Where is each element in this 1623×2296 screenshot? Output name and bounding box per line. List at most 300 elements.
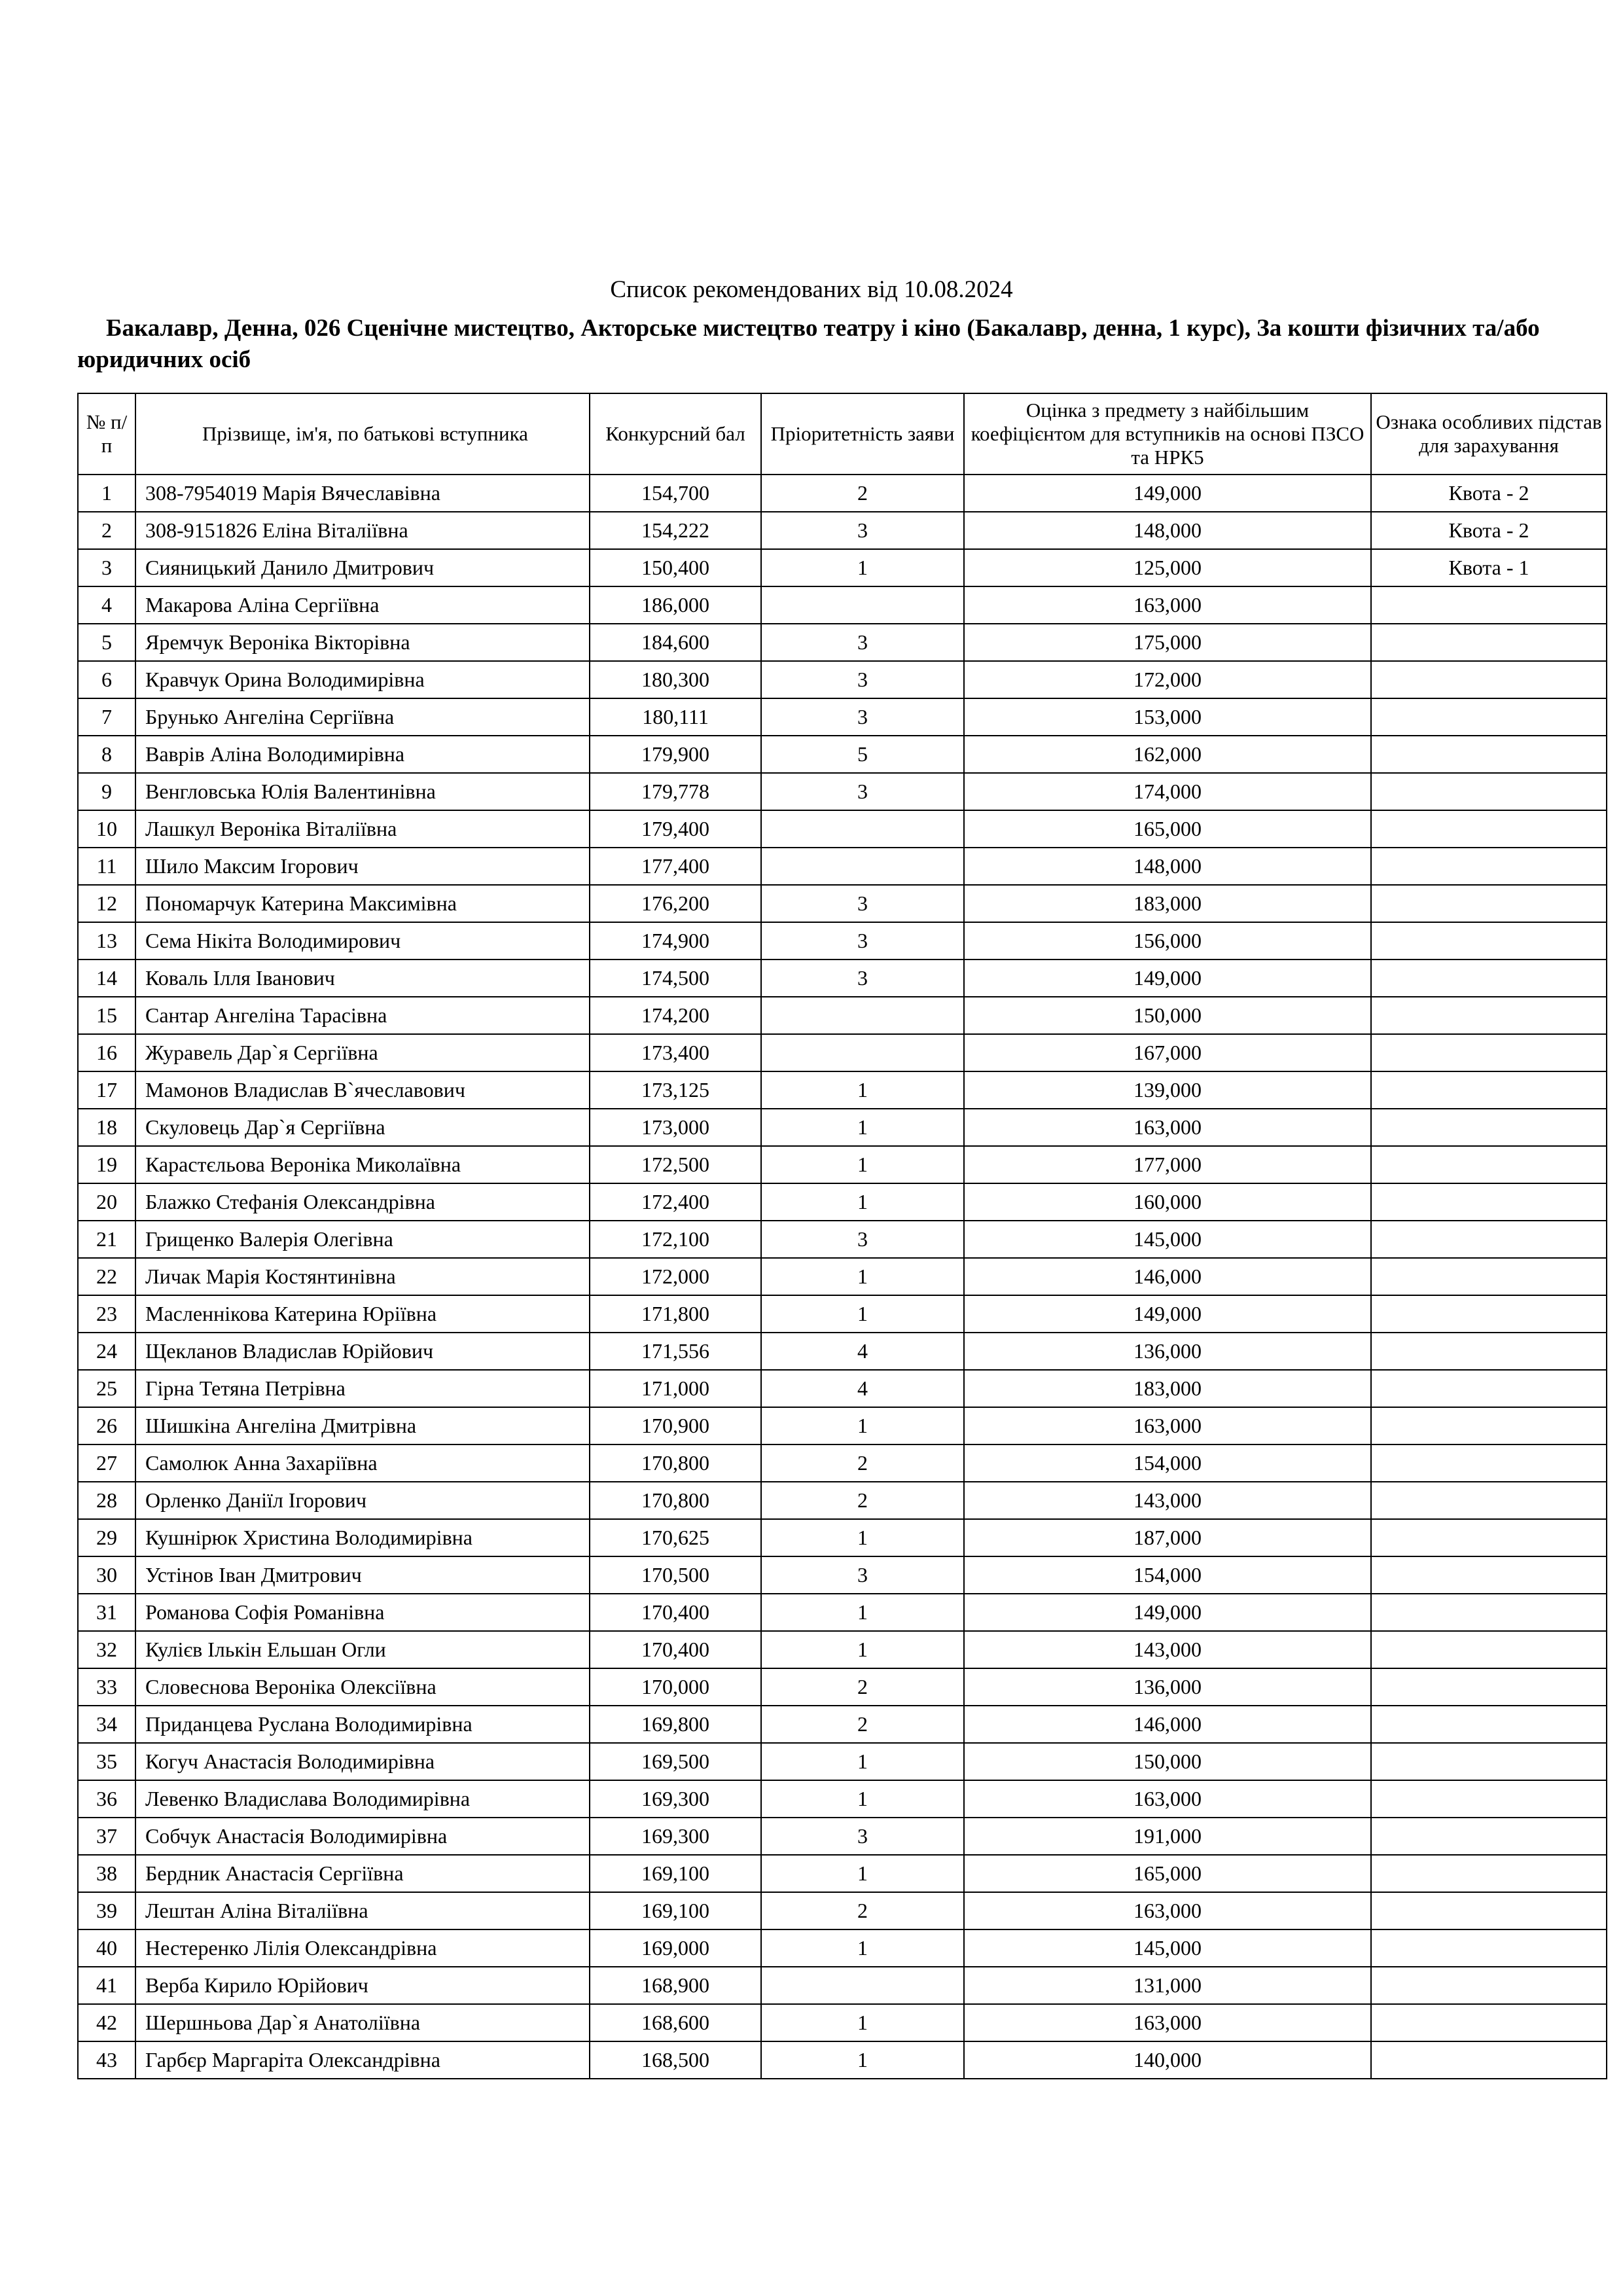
cell-number: 11 — [78, 848, 135, 885]
cell-competition-score: 170,625 — [590, 1519, 761, 1556]
cell-priority: 3 — [761, 1556, 964, 1594]
table-row — [78, 586, 1607, 624]
table-header-row — [78, 393, 1607, 475]
cell-special-grounds — [1371, 661, 1607, 698]
cell-number: 29 — [78, 1519, 135, 1556]
cell-priority — [761, 586, 964, 624]
cell-subject-grade: 149,000 — [964, 475, 1371, 512]
column-header-number: № п/п — [78, 393, 135, 475]
cell-competition-score: 172,500 — [590, 1146, 761, 1183]
cell-number: 23 — [78, 1295, 135, 1333]
cell-applicant-name: Журавель Дар`я Сергіївна — [135, 1034, 590, 1071]
table-row — [78, 885, 1607, 922]
cell-priority — [761, 810, 964, 848]
column-header-special-grounds: Ознака особливих підстав для зарахування — [1371, 393, 1607, 475]
cell-applicant-name: Шершньова Дар`я Анатоліївна — [135, 2004, 590, 2041]
cell-competition-score: 170,500 — [590, 1556, 761, 1594]
cell-applicant-name: Гарбєр Маргаріта Олександрівна — [135, 2041, 590, 2079]
cell-competition-score: 168,500 — [590, 2041, 761, 2079]
cell-subject-grade: 175,000 — [964, 624, 1371, 661]
table-row — [78, 736, 1607, 773]
cell-priority: 1 — [761, 2041, 964, 2079]
cell-applicant-name: Когуч Анастасія Володимирівна — [135, 1743, 590, 1780]
table-row — [78, 1258, 1607, 1295]
cell-subject-grade: 131,000 — [964, 1967, 1371, 2004]
table-row — [78, 512, 1607, 549]
cell-competition-score: 179,778 — [590, 773, 761, 810]
cell-number: 28 — [78, 1482, 135, 1519]
cell-subject-grade: 165,000 — [964, 810, 1371, 848]
cell-priority: 2 — [761, 475, 964, 512]
cell-competition-score: 180,111 — [590, 698, 761, 736]
cell-special-grounds — [1371, 1295, 1607, 1333]
cell-subject-grade: 163,000 — [964, 1892, 1371, 1929]
table-row — [78, 1929, 1607, 1967]
cell-priority: 1 — [761, 1295, 964, 1333]
cell-applicant-name: Щекланов Владислав Юрійович — [135, 1333, 590, 1370]
cell-number: 21 — [78, 1221, 135, 1258]
cell-subject-grade: 143,000 — [964, 1482, 1371, 1519]
table-row — [78, 1706, 1607, 1743]
cell-competition-score: 184,600 — [590, 624, 761, 661]
cell-competition-score: 177,400 — [590, 848, 761, 885]
cell-subject-grade: 162,000 — [964, 736, 1371, 773]
cell-number: 31 — [78, 1594, 135, 1631]
cell-subject-grade: 154,000 — [964, 1444, 1371, 1482]
cell-competition-score: 154,700 — [590, 475, 761, 512]
table-row — [78, 1892, 1607, 1929]
cell-subject-grade: 174,000 — [964, 773, 1371, 810]
cell-priority: 3 — [761, 624, 964, 661]
cell-number: 18 — [78, 1109, 135, 1146]
cell-applicant-name: Сияницький Данило Дмитрович — [135, 549, 590, 586]
table-row — [78, 1519, 1607, 1556]
table-row — [78, 1146, 1607, 1183]
cell-priority — [761, 997, 964, 1034]
cell-applicant-name: Кушнірюк Христина Володимирівна — [135, 1519, 590, 1556]
cell-subject-grade: 149,000 — [964, 960, 1371, 997]
cell-applicant-name: Гірна Тетяна Петрівна — [135, 1370, 590, 1407]
cell-number: 8 — [78, 736, 135, 773]
table-row — [78, 1818, 1607, 1855]
page-subtitle: Бакалавр, Денна, 026 Сценічне мистецтво, Акторське мистецтво театру і кіно (Бакалавр, денна, 1 курс), За кошти фізичних та/або юридичних осіб — [77, 315, 1540, 374]
cell-priority: 1 — [761, 1146, 964, 1183]
cell-subject-grade: 148,000 — [964, 512, 1371, 549]
table-row — [78, 1855, 1607, 1892]
cell-special-grounds — [1371, 2041, 1607, 2079]
cell-priority: 3 — [761, 922, 964, 960]
cell-priority: 2 — [761, 1482, 964, 1519]
cell-special-grounds — [1371, 1482, 1607, 1519]
table-row — [78, 1967, 1607, 2004]
cell-competition-score: 169,300 — [590, 1818, 761, 1855]
cell-competition-score: 172,100 — [590, 1221, 761, 1258]
cell-subject-grade: 183,000 — [964, 1370, 1371, 1407]
cell-applicant-name: Ваврів Аліна Володимирівна — [135, 736, 590, 773]
cell-number: 42 — [78, 2004, 135, 2041]
cell-number: 33 — [78, 1668, 135, 1706]
cell-number: 38 — [78, 1855, 135, 1892]
cell-special-grounds — [1371, 1967, 1607, 2004]
cell-number: 26 — [78, 1407, 135, 1444]
cell-subject-grade: 149,000 — [964, 1295, 1371, 1333]
cell-subject-grade: 160,000 — [964, 1183, 1371, 1221]
cell-subject-grade: 153,000 — [964, 698, 1371, 736]
cell-priority: 3 — [761, 773, 964, 810]
cell-competition-score: 169,500 — [590, 1743, 761, 1780]
column-header-priority: Пріоритетність заяви — [761, 393, 964, 475]
table-row — [78, 1444, 1607, 1482]
cell-subject-grade: 149,000 — [964, 1594, 1371, 1631]
cell-applicant-name: Устінов Іван Дмитрович — [135, 1556, 590, 1594]
cell-applicant-name: Собчук Анастасія Володимирівна — [135, 1818, 590, 1855]
cell-subject-grade: 150,000 — [964, 1743, 1371, 1780]
table-row — [78, 1333, 1607, 1370]
cell-number: 35 — [78, 1743, 135, 1780]
cell-applicant-name: Лештан Аліна Віталіївна — [135, 1892, 590, 1929]
cell-competition-score: 170,800 — [590, 1444, 761, 1482]
table-row — [78, 1780, 1607, 1818]
cell-special-grounds: Квота - 2 — [1371, 475, 1607, 512]
table-row — [78, 1034, 1607, 1071]
table-row — [78, 922, 1607, 960]
column-header-score: Конкурсний бал — [590, 393, 761, 475]
cell-subject-grade: 146,000 — [964, 1706, 1371, 1743]
table-row — [78, 1071, 1607, 1109]
cell-competition-score: 174,200 — [590, 997, 761, 1034]
cell-applicant-name: Яремчук Вероніка Вікторівна — [135, 624, 590, 661]
cell-number: 6 — [78, 661, 135, 698]
cell-priority: 1 — [761, 1631, 964, 1668]
cell-subject-grade: 187,000 — [964, 1519, 1371, 1556]
cell-competition-score: 171,000 — [590, 1370, 761, 1407]
cell-applicant-name: Макарова Аліна Сергіївна — [135, 586, 590, 624]
cell-number: 32 — [78, 1631, 135, 1668]
cell-applicant-name: Романова Софія Романівна — [135, 1594, 590, 1631]
cell-applicant-name: Скуловець Дар`я Сергіївна — [135, 1109, 590, 1146]
cell-applicant-name: Карастєльова Вероніка Миколаївна — [135, 1146, 590, 1183]
cell-applicant-name: Грищенко Валерія Олегівна — [135, 1221, 590, 1258]
cell-priority: 2 — [761, 1668, 964, 1706]
cell-special-grounds — [1371, 1109, 1607, 1146]
cell-special-grounds — [1371, 1444, 1607, 1482]
cell-number: 7 — [78, 698, 135, 736]
table-row — [78, 1743, 1607, 1780]
cell-number: 22 — [78, 1258, 135, 1295]
cell-competition-score: 169,100 — [590, 1855, 761, 1892]
cell-number: 30 — [78, 1556, 135, 1594]
cell-priority: 3 — [761, 960, 964, 997]
cell-applicant-name: Сантар Ангеліна Тарасівна — [135, 997, 590, 1034]
cell-applicant-name: Орленко Даніїл Ігорович — [135, 1482, 590, 1519]
cell-competition-score: 180,300 — [590, 661, 761, 698]
cell-special-grounds — [1371, 1034, 1607, 1071]
cell-applicant-name: Масленнікова Катерина Юріївна — [135, 1295, 590, 1333]
cell-subject-grade: 183,000 — [964, 885, 1371, 922]
cell-special-grounds: Квота - 1 — [1371, 549, 1607, 586]
cell-priority — [761, 1034, 964, 1071]
cell-applicant-name: Словеснова Вероніка Олексіївна — [135, 1668, 590, 1706]
cell-subject-grade: 191,000 — [964, 1818, 1371, 1855]
cell-priority: 4 — [761, 1370, 964, 1407]
cell-applicant-name: Кулієв Ількін Ельшан Огли — [135, 1631, 590, 1668]
cell-number: 1 — [78, 475, 135, 512]
cell-competition-score: 174,500 — [590, 960, 761, 997]
cell-number: 41 — [78, 1967, 135, 2004]
cell-special-grounds — [1371, 1071, 1607, 1109]
cell-priority — [761, 1967, 964, 2004]
cell-competition-score: 168,900 — [590, 1967, 761, 2004]
cell-subject-grade: 167,000 — [964, 1034, 1371, 1071]
cell-number: 4 — [78, 586, 135, 624]
cell-number: 3 — [78, 549, 135, 586]
cell-applicant-name: Верба Кирило Юрійович — [135, 1967, 590, 2004]
cell-applicant-name: Мамонов Владислав В`ячеславович — [135, 1071, 590, 1109]
cell-applicant-name: Блажко Стефанія Олександрівна — [135, 1183, 590, 1221]
recommended-list-table — [77, 393, 1607, 2079]
cell-competition-score: 170,900 — [590, 1407, 761, 1444]
cell-priority: 3 — [761, 1221, 964, 1258]
cell-special-grounds — [1371, 1146, 1607, 1183]
cell-priority: 3 — [761, 661, 964, 698]
cell-subject-grade: 163,000 — [964, 1407, 1371, 1444]
table-row — [78, 1407, 1607, 1444]
cell-subject-grade: 177,000 — [964, 1146, 1371, 1183]
cell-special-grounds — [1371, 736, 1607, 773]
page-title: Список рекомендованих від 10.08.2024 — [610, 276, 1013, 303]
cell-number: 34 — [78, 1706, 135, 1743]
cell-number: 2 — [78, 512, 135, 549]
table-row — [78, 1668, 1607, 1706]
cell-applicant-name: Брунько Ангеліна Сергіївна — [135, 698, 590, 736]
table-row — [78, 549, 1607, 586]
cell-priority: 3 — [761, 512, 964, 549]
cell-applicant-name: Венгловська Юлія Валентинівна — [135, 773, 590, 810]
cell-special-grounds — [1371, 1370, 1607, 1407]
table-body — [78, 475, 1607, 2079]
cell-number: 27 — [78, 1444, 135, 1482]
cell-priority: 3 — [761, 885, 964, 922]
cell-subject-grade: 148,000 — [964, 848, 1371, 885]
cell-competition-score: 174,900 — [590, 922, 761, 960]
cell-priority: 4 — [761, 1333, 964, 1370]
cell-competition-score: 171,556 — [590, 1333, 761, 1370]
cell-priority: 1 — [761, 1407, 964, 1444]
cell-priority: 1 — [761, 549, 964, 586]
cell-number: 15 — [78, 997, 135, 1034]
cell-number: 36 — [78, 1780, 135, 1818]
cell-special-grounds — [1371, 1519, 1607, 1556]
cell-subject-grade: 136,000 — [964, 1333, 1371, 1370]
cell-applicant-name: Пономарчук Катерина Максимівна — [135, 885, 590, 922]
cell-competition-score: 170,400 — [590, 1594, 761, 1631]
cell-special-grounds — [1371, 1818, 1607, 1855]
cell-priority: 1 — [761, 1258, 964, 1295]
cell-competition-score: 179,400 — [590, 810, 761, 848]
cell-subject-grade: 163,000 — [964, 1109, 1371, 1146]
cell-priority — [761, 848, 964, 885]
cell-priority: 1 — [761, 1780, 964, 1818]
cell-competition-score: 169,100 — [590, 1892, 761, 1929]
cell-subject-grade: 145,000 — [964, 1929, 1371, 1967]
cell-priority: 1 — [761, 1594, 964, 1631]
cell-number: 19 — [78, 1146, 135, 1183]
cell-competition-score: 170,000 — [590, 1668, 761, 1706]
cell-special-grounds — [1371, 1855, 1607, 1892]
cell-subject-grade: 163,000 — [964, 1780, 1371, 1818]
cell-special-grounds — [1371, 960, 1607, 997]
cell-number: 20 — [78, 1183, 135, 1221]
cell-competition-score: 168,600 — [590, 2004, 761, 2041]
cell-special-grounds — [1371, 810, 1607, 848]
cell-subject-grade: 146,000 — [964, 1258, 1371, 1295]
cell-competition-score: 173,125 — [590, 1071, 761, 1109]
cell-special-grounds — [1371, 885, 1607, 922]
cell-competition-score: 176,200 — [590, 885, 761, 922]
cell-special-grounds — [1371, 624, 1607, 661]
table-row — [78, 848, 1607, 885]
cell-priority: 2 — [761, 1892, 964, 1929]
cell-priority: 2 — [761, 1444, 964, 1482]
cell-subject-grade: 172,000 — [964, 661, 1371, 698]
cell-applicant-name: Кравчук Орина Володимирівна — [135, 661, 590, 698]
cell-applicant-name: Коваль Ілля Іванович — [135, 960, 590, 997]
cell-priority: 3 — [761, 1818, 964, 1855]
cell-special-grounds — [1371, 1780, 1607, 1818]
cell-priority: 1 — [761, 1183, 964, 1221]
cell-special-grounds — [1371, 1258, 1607, 1295]
cell-competition-score: 170,400 — [590, 1631, 761, 1668]
table-row — [78, 1556, 1607, 1594]
cell-subject-grade: 143,000 — [964, 1631, 1371, 1668]
table-row — [78, 1370, 1607, 1407]
cell-applicant-name: Самолюк Анна Захаріївна — [135, 1444, 590, 1482]
cell-competition-score: 169,000 — [590, 1929, 761, 1967]
cell-special-grounds — [1371, 2004, 1607, 2041]
cell-number: 13 — [78, 922, 135, 960]
cell-competition-score: 154,222 — [590, 512, 761, 549]
cell-number: 9 — [78, 773, 135, 810]
table-header — [78, 393, 1607, 475]
cell-priority: 1 — [761, 2004, 964, 2041]
table-row — [78, 997, 1607, 1034]
cell-applicant-name: Левенко Владислава Володимирівна — [135, 1780, 590, 1818]
cell-special-grounds — [1371, 586, 1607, 624]
cell-applicant-name: Личак Марія Костянтинівна — [135, 1258, 590, 1295]
cell-applicant-name: Шишкіна Ангеліна Дмитрівна — [135, 1407, 590, 1444]
cell-special-grounds — [1371, 997, 1607, 1034]
cell-subject-grade: 156,000 — [964, 922, 1371, 960]
cell-applicant-name: 308-9151826 Еліна Віталіївна — [135, 512, 590, 549]
table-row — [78, 698, 1607, 736]
cell-special-grounds — [1371, 773, 1607, 810]
cell-number: 43 — [78, 2041, 135, 2079]
cell-applicant-name: Нестеренко Лілія Олександрівна — [135, 1929, 590, 1967]
cell-special-grounds: Квота - 2 — [1371, 512, 1607, 549]
cell-subject-grade: 139,000 — [964, 1071, 1371, 1109]
table-row — [78, 2041, 1607, 2079]
cell-priority: 2 — [761, 1706, 964, 1743]
cell-applicant-name: Лашкул Вероніка Віталіївна — [135, 810, 590, 848]
cell-priority: 3 — [761, 698, 964, 736]
cell-special-grounds — [1371, 1556, 1607, 1594]
cell-applicant-name: Шило Максим Ігорович — [135, 848, 590, 885]
cell-applicant-name: Приданцева Руслана Володимирівна — [135, 1706, 590, 1743]
table-row — [78, 960, 1607, 997]
cell-competition-score: 173,400 — [590, 1034, 761, 1071]
cell-priority: 1 — [761, 1519, 964, 1556]
cell-special-grounds — [1371, 1631, 1607, 1668]
cell-priority: 5 — [761, 736, 964, 773]
cell-number: 40 — [78, 1929, 135, 1967]
table-row — [78, 1482, 1607, 1519]
cell-number: 25 — [78, 1370, 135, 1407]
table-row — [78, 661, 1607, 698]
cell-number: 12 — [78, 885, 135, 922]
cell-subject-grade: 163,000 — [964, 2004, 1371, 2041]
cell-competition-score: 172,000 — [590, 1258, 761, 1295]
table-row — [78, 1594, 1607, 1631]
cell-special-grounds — [1371, 1668, 1607, 1706]
cell-subject-grade: 145,000 — [964, 1221, 1371, 1258]
cell-special-grounds — [1371, 848, 1607, 885]
cell-subject-grade: 150,000 — [964, 997, 1371, 1034]
table-row — [78, 1221, 1607, 1258]
cell-priority: 1 — [761, 1109, 964, 1146]
table-row — [78, 773, 1607, 810]
cell-applicant-name: Сема Нікіта Володимирович — [135, 922, 590, 960]
cell-special-grounds — [1371, 922, 1607, 960]
cell-special-grounds — [1371, 1892, 1607, 1929]
table-row — [78, 2004, 1607, 2041]
cell-subject-grade: 140,000 — [964, 2041, 1371, 2079]
table-row — [78, 810, 1607, 848]
cell-number: 16 — [78, 1034, 135, 1071]
cell-priority: 1 — [761, 1929, 964, 1967]
cell-number: 17 — [78, 1071, 135, 1109]
cell-number: 14 — [78, 960, 135, 997]
table-row — [78, 624, 1607, 661]
table-row — [78, 1109, 1607, 1146]
cell-competition-score: 150,400 — [590, 549, 761, 586]
cell-competition-score: 171,800 — [590, 1295, 761, 1333]
cell-number: 24 — [78, 1333, 135, 1370]
cell-competition-score: 169,300 — [590, 1780, 761, 1818]
table-row — [78, 475, 1607, 512]
cell-special-grounds — [1371, 1221, 1607, 1258]
cell-competition-score: 169,800 — [590, 1706, 761, 1743]
cell-special-grounds — [1371, 1407, 1607, 1444]
cell-subject-grade: 136,000 — [964, 1668, 1371, 1706]
cell-priority: 1 — [761, 1743, 964, 1780]
cell-competition-score: 186,000 — [590, 586, 761, 624]
cell-special-grounds — [1371, 1929, 1607, 1967]
cell-priority: 1 — [761, 1855, 964, 1892]
cell-competition-score: 170,800 — [590, 1482, 761, 1519]
table-row — [78, 1183, 1607, 1221]
cell-priority: 1 — [761, 1071, 964, 1109]
cell-competition-score: 172,400 — [590, 1183, 761, 1221]
cell-number: 37 — [78, 1818, 135, 1855]
cell-special-grounds — [1371, 1333, 1607, 1370]
cell-applicant-name: Бердник Анастасія Сергіївна — [135, 1855, 590, 1892]
cell-competition-score: 173,000 — [590, 1109, 761, 1146]
cell-special-grounds — [1371, 1706, 1607, 1743]
cell-subject-grade: 125,000 — [964, 549, 1371, 586]
cell-number: 5 — [78, 624, 135, 661]
table-row — [78, 1295, 1607, 1333]
cell-number: 10 — [78, 810, 135, 848]
